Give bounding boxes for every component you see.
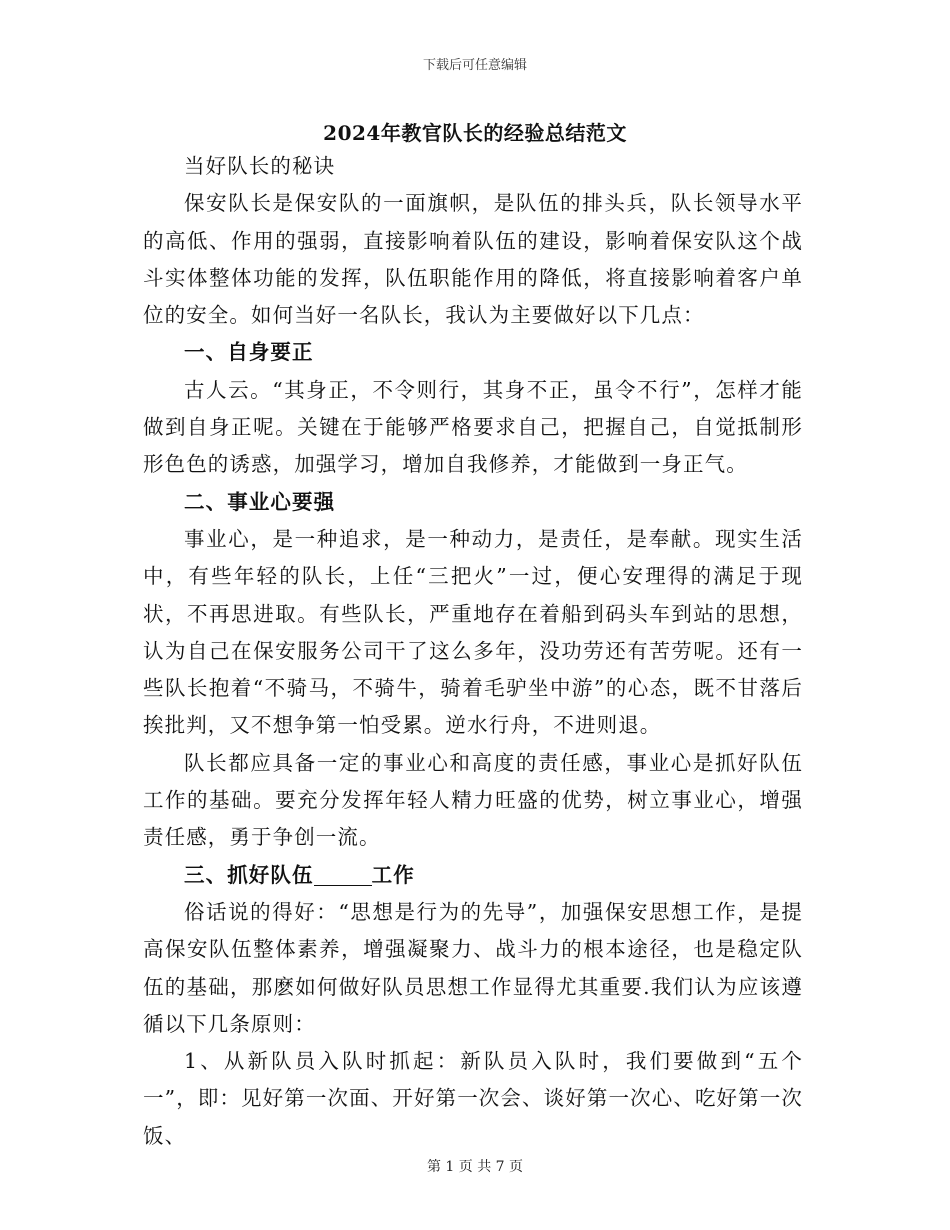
section-2-paragraph-2: 队长都应具备一定的事业心和高度的责任感，事业心是抓好队伍工作的基础。要充分发挥年轻人精力旺盛的优势，树立事业心，增强责任感，勇于争创一流。 bbox=[143, 750, 803, 850]
header-note: 下载后可任意编辑 bbox=[422, 58, 527, 73]
section-3-paragraph: 俗话说的得好：“思想是行为的先导”，加强保安思想工作，是提高保安队伍整体素养，增强凝聚力、战斗力的根本途径，也是稳定队伍的基础，那麽如何做好队员思想工作显得尤其重要.我们认为应该遵循以下几条原则： bbox=[143, 899, 803, 1036]
section-heading-1: 一、自身要正 bbox=[184, 340, 314, 365]
section-heading-2: 二、事业心要强 bbox=[184, 489, 336, 514]
section-heading-3-part-b: 工作 bbox=[371, 862, 415, 887]
page-footer: 第 1 页 共 7 页 bbox=[426, 1159, 524, 1175]
section-3-item-1: 1、从新队员入队时抓起：新队员入队时，我们要做到“五个一”，即：见好第一次面、开好第一次会、谈好第一次心、吃好第一次饭、 bbox=[143, 1049, 803, 1148]
document-title: 2024年教官队长的经验总结范文 bbox=[323, 121, 627, 145]
section-1-paragraph: 古人云。“其身正，不令则行，其身不正，虽令不行”，怎样才能做到自身正呢。关键在于能够严格要求自己，把握自己，自觉抵制形形色色的诱惑，加强学习，增加自我修养，才能做到一身正气。 bbox=[143, 377, 803, 477]
intro-paragraph: 保安队长是保安队的一面旗帜，是队伍的排头兵，队长领导水平的高低、作用的强弱，直接影响着队伍的建设，影响着保安队这个战斗实体整体功能的发挥，队伍职能作用的降低，将直接影响着客户单位的安全。如何当好一名队长，我认为主要做好以下几点： bbox=[143, 191, 803, 328]
section-2-paragraph-1: 事业心，是一种追求，是一种动力，是责任，是奉献。现实生活中，有些年轻的队长，上任“三把火”一过，便心安理得的满足于现状，不再思进取。有些队长，严重地存在着船到码头车到站的思想，认为自己在保安服务公司干了这么多年，没功劳还有苦劳呢。还有一些队长抱着“不骑马，不骑牛，骑着毛驴坐中游”的心态，既不甘落后挨批判，又不想争第一怕受累。逆水行舟，不进则退。 bbox=[143, 526, 803, 738]
section-heading-3-part-a: 三、抓好队伍 bbox=[184, 862, 314, 887]
blank-underline bbox=[314, 864, 372, 886]
document-body bbox=[143, 148, 803, 1155]
subtitle-paragraph: 当好队长的秘诀 bbox=[184, 154, 336, 178]
section-heading-3 bbox=[143, 857, 803, 894]
